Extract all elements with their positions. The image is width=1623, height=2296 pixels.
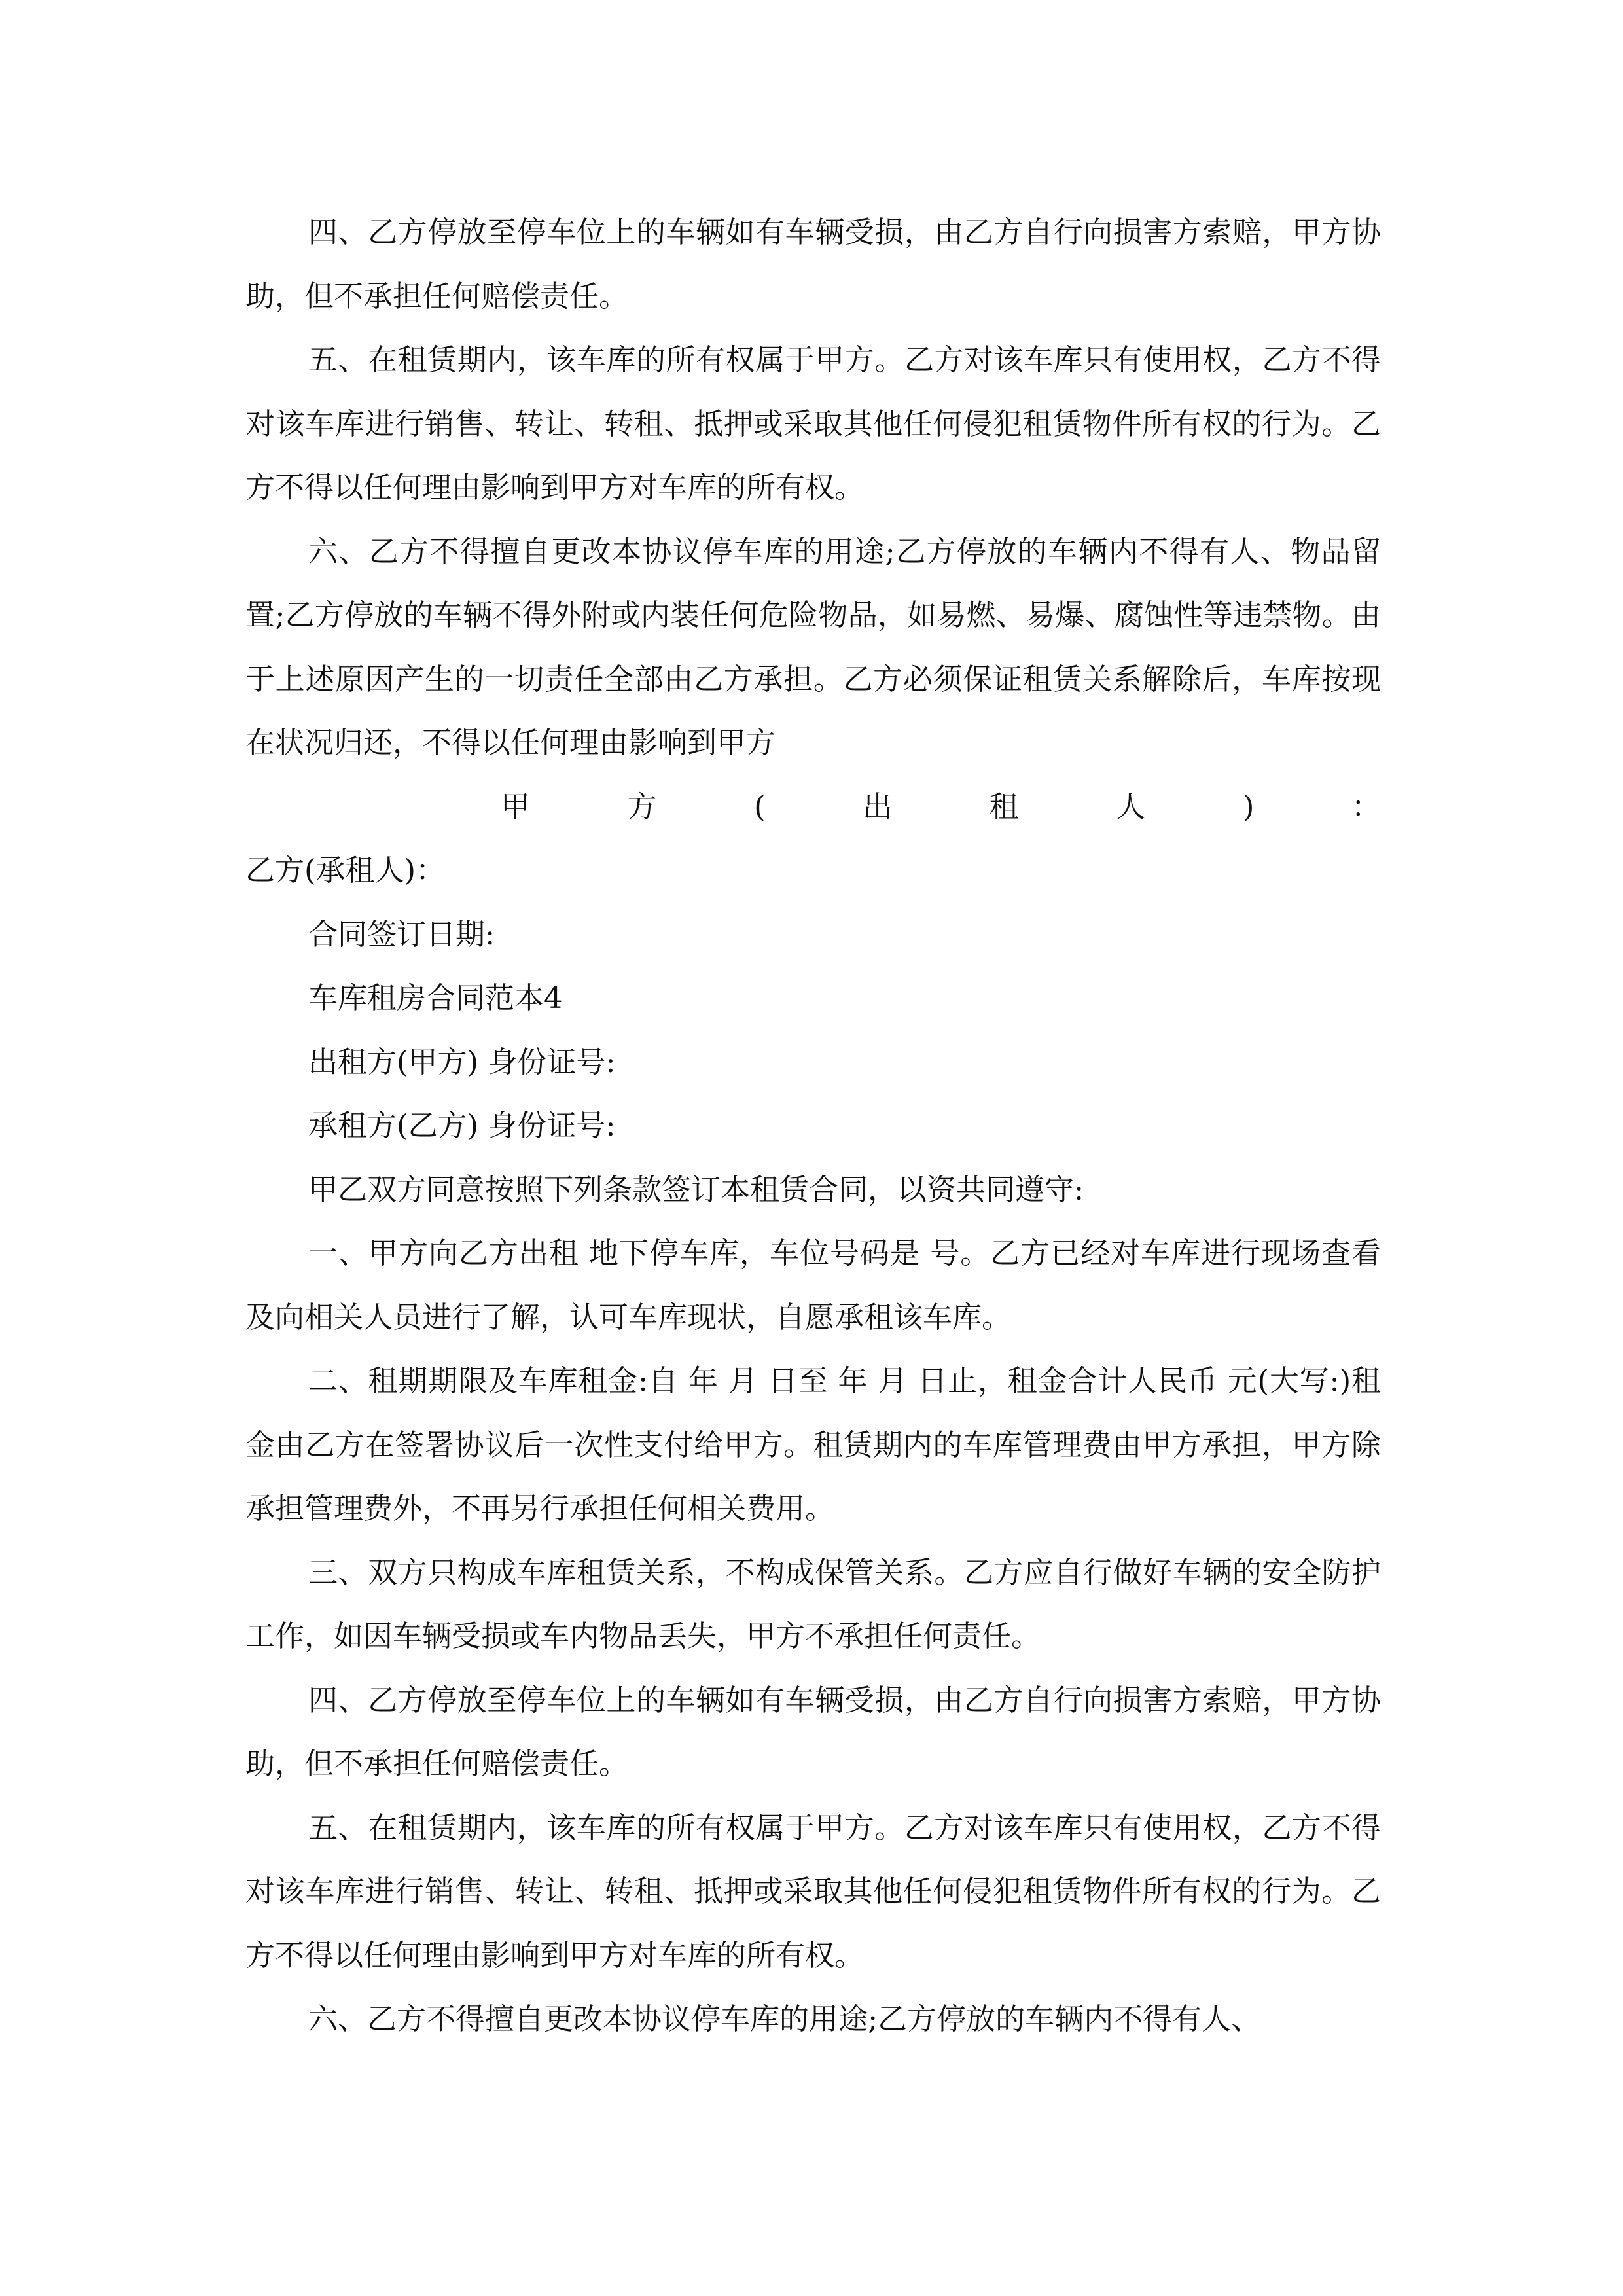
lessor-id: 出租方(甲方) 身份证号: [308, 1044, 616, 1079]
paragraph-clause-4-repeat: 四、乙方停放至停车位上的车辆如有车辆受损，由乙方自行向损害方索赔，甲方协助，但不承担任何赔偿责任。 [245, 1682, 1381, 1781]
intro-paragraph: 甲乙双方同意按照下列条款签订本租赁合同，以资共同遵守: [308, 1172, 1084, 1207]
paragraph-clause-2: 二、租期期限及车库租金:自 年 月 日至 年 月 日止，租金合计人民币 元(大写:)租金由乙方在签署协议后一次性支付给甲方。租赁期内的车库管理费由甲方承担，甲方除承担管理费外，不再另行承担任何相关费用。 [245, 1363, 1381, 1526]
sig-char: ) [1242, 789, 1255, 824]
sig-char: 甲 [501, 789, 531, 824]
paragraph-clause-5-repeat: 五、在租赁期内，该车库的所有权属于甲方。乙方对该车库只有使用权，乙方不得对该车库进行销售、转让、转租、抵押或采取其他任何侵犯租赁物件所有权的行为。乙方不得以任何理由影响到甲方对车库的所有权。 [245, 1810, 1381, 1973]
sign-date: 合同签订日期: [308, 916, 495, 952]
paragraph-clause-1: 一、甲方向乙方出租 地下停车库，车位号码是 号。乙方已经对车库进行现场查看及向相关人员进行了解，认可车库现状，自愿承租该车库。 [245, 1236, 1381, 1335]
sig-char: ： [1351, 789, 1381, 824]
sig-char: 人 [1116, 789, 1146, 824]
paragraph-clause-4: 四、乙方停放至停车位上的车辆如有车辆受损，由乙方自行向损害方索赔，甲方协助，但不承担任何赔偿责任。 [245, 215, 1381, 314]
signature-party-a [245, 775, 1381, 839]
sig-char: 方 [627, 789, 657, 824]
contract-title: 车库租房合同范本4 [308, 980, 563, 1015]
paragraph-clause-5: 五、在租赁期内，该车库的所有权属于甲方。乙方对该车库只有使用权，乙方不得对该车库进行销售、转让、转租、抵押或采取其他任何侵犯租赁物件所有权的行为。乙方不得以任何理由影响到甲方对车库的所有权。 [245, 342, 1381, 505]
sig-char: 出 [863, 789, 893, 824]
paragraph-clause-3: 三、双方只构成车库租赁关系，不构成保管关系。乙方应自行做好车辆的安全防护工作，如因车辆受损或车内物品丢失，甲方不承担任何责任。 [245, 1554, 1381, 1653]
sig-char: ( [754, 789, 766, 824]
paragraph-clause-6: 六、乙方不得擅自更改本协议停车库的用途;乙方停放的车辆内不得有人、物品留置;乙方停放的车辆不得外附或内装任何危险物品，如易燃、易爆、腐蚀性等违禁物。由于上述原因产生的一切责任全部由乙方承担。乙方必须保证租赁关系解除后，车库按现在状况归还，不得以任何理由影响到甲方 [245, 533, 1381, 760]
sig-char: 租 [989, 789, 1019, 824]
lessee-id: 承租方(乙方) 身份证号: [308, 1108, 616, 1143]
paragraph-clause-6-repeat: 六、乙方不得擅自更改本协议停车库的用途;乙方停放的车辆内不得有人、 [308, 2001, 1261, 2036]
signature-party-b: 乙方(承租人)： [245, 853, 446, 888]
text-column [245, 200, 1381, 2051]
